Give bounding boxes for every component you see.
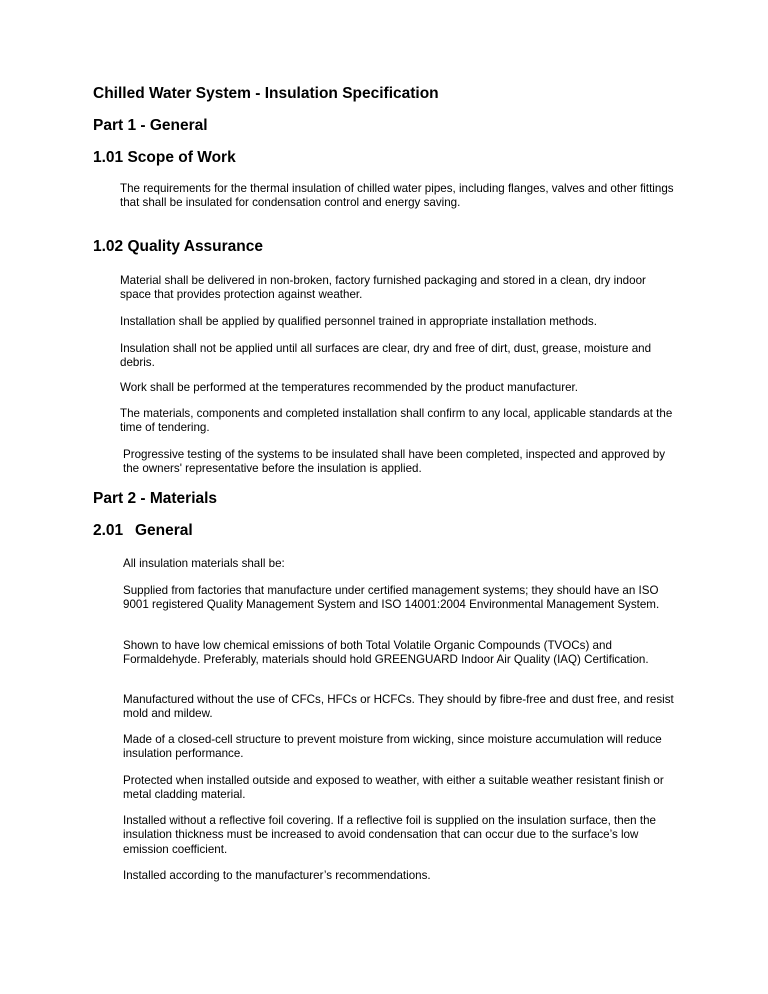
section-201-number: 2.01 [93,522,124,539]
document-title: Chilled Water System - Insulation Specification [93,85,439,102]
section-201-paragraph: Manufactured without the use of CFCs, HFCs or HCFCs. They should by fibre-free and dust free, and resist mold and mildew. [123,693,674,721]
section-201-paragraph: Shown to have low chemical emissions of both Total Volatile Organic Compounds (TVOCs) and Formaldehyde. Preferably, materials should hold GREENGUARD Indoor Air Quality (IAQ) Certification. [123,639,649,667]
section-101-heading: 1.01 Scope of Work [93,149,236,166]
section-201-title: General [135,522,193,539]
section-102-paragraph: Progressive testing of the systems to be insulated shall have been completed, inspected and approved by the owners' representative before the insulation is applied. [123,448,666,476]
section-101-paragraph: The requirements for the thermal insulation of chilled water pipes, including flanges, valves and other fittings that shall be insulated for condensation control and energy saving. [120,182,674,210]
section-102-heading: 1.02 Quality Assurance [93,238,264,255]
section-201-paragraph: Supplied from factories that manufacture under certified management systems; they should have an ISO 9001 registered Quality Management System and ISO 14001:2004 Environmental Management System. [123,584,660,612]
section-102-paragraph: Material shall be delivered in non-broken, factory furnished packaging and stored in a clean, dry indoor space that provides protection against weather. [120,274,646,302]
section-102-paragraph: Work shall be performed at the temperatures recommended by the product manufacturer. [120,381,578,394]
section-201-heading [93,522,193,540]
section-201-paragraph: All insulation materials shall be: [123,557,285,570]
section-201-paragraph: Protected when installed outside and exposed to weather, with either a suitable weather resistant finish or metal cladding material. [123,774,664,802]
section-201-paragraph: Made of a closed-cell structure to prevent moisture from wicking, since moisture accumulation will reduce insulation performance. [123,733,662,761]
section-201-paragraph: Installed according to the manufacturer’s recommendations. [123,869,431,882]
section-102-paragraph: Installation shall be applied by qualified personnel trained in appropriate installation methods. [120,315,597,328]
section-201-paragraph: Installed without a reflective foil covering. If a reflective foil is supplied on the insulation surface, then the insulation thickness must be increased to avoid condensation that can occur due to the surface’s low emission coefficient. [123,814,656,856]
part1-heading: Part 1 - General [93,117,208,134]
section-102-paragraph: The materials, components and completed installation shall confirm to any local, applicable standards at the time of tendering. [120,407,673,435]
section-102-paragraph: Insulation shall not be applied until all surfaces are clear, dry and free of dirt, dust, grease, moisture and debris. [120,342,652,370]
part2-heading: Part 2 - Materials [93,490,218,507]
